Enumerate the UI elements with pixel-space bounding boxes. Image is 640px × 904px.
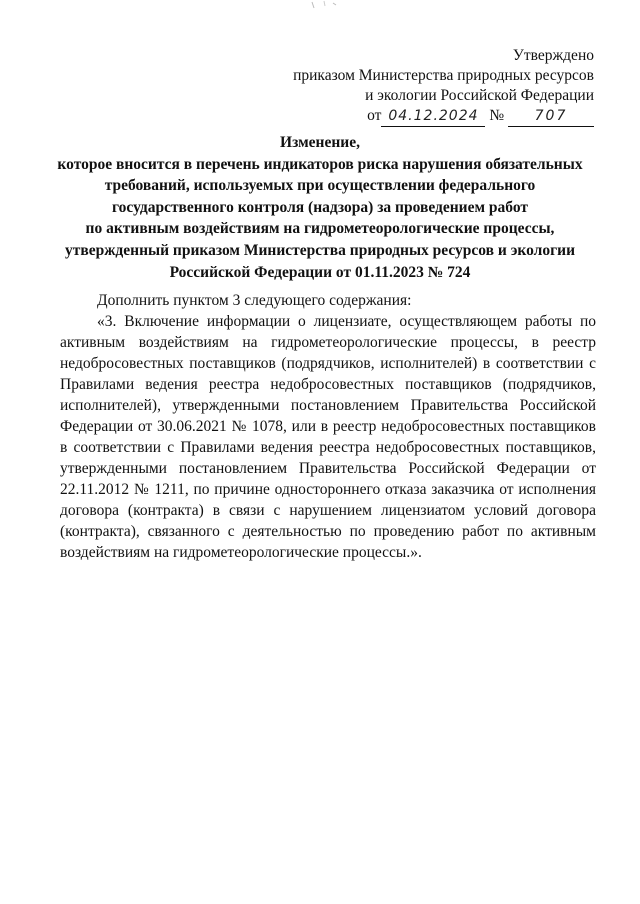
- amendment-paragraph: «3. Включение информации о лицензиате, осуществляющем работы по активным воздействиям на гидрометеорологические процессы, в реестр недобросовестных поставщиков (подрядчиков, исполнителей) в соответствии с Правилами ведения реестра недобросовестных поставщиков (подрядчиков, исполнителей), утвержденными постановлением Правительства Российской Федерации от 30.06.2021 № 1078, или в реестр недобросовестных поставщиков в соответствии с Правилами ведения реестра недобросовестных поставщиков, утвержденными постановлением Правительства Российской Федерации от 22.11.2012 № 1211, по причине одностороннего отказа заказчика от исполнения договора (контракта) в связи с нарушением лицензиатом условий договора (контракта), связанного с деятельностью по проведению работ по активным воздействиям на гидрометеорологические процессы.».: [60, 313, 596, 561]
- handwritten-date: 04.12.2024: [381, 106, 485, 127]
- approval-line-2: приказом Министерства природных ресурсов: [293, 67, 594, 84]
- title-line-5: по активным воздействиям на гидрометеорологические процессы,: [85, 220, 555, 238]
- approval-line-3: и экологии Российской Федерации: [365, 87, 594, 104]
- date-prefix: от: [367, 107, 382, 124]
- document-title: [40, 132, 600, 283]
- handwritten-number: 707: [508, 106, 594, 127]
- approval-date-number-line: [274, 106, 594, 127]
- approval-block: [274, 46, 594, 127]
- title-line-4: государственного контроля (надзора) за проведением работ: [112, 198, 528, 216]
- title-line-2: которое вносится в перечень индикаторов риска нарушения обязательных: [57, 155, 583, 173]
- intro-paragraph: Дополнить пунктом 3 следующего содержания:: [97, 292, 412, 309]
- title-line-1: Изменение,: [280, 134, 360, 151]
- scan-artifact-marks: [300, 0, 360, 12]
- document-body: [60, 290, 596, 563]
- title-line-6: утвержденный приказом Министерства природных ресурсов и экологии: [64, 241, 576, 259]
- number-prefix: №: [489, 107, 505, 124]
- approval-line-1: Утверждено: [512, 47, 594, 64]
- title-line-3: требований, используемых при осуществлении федерального: [104, 177, 536, 195]
- title-line-7: Российской Федерации от 01.11.2023 № 724: [169, 263, 471, 281]
